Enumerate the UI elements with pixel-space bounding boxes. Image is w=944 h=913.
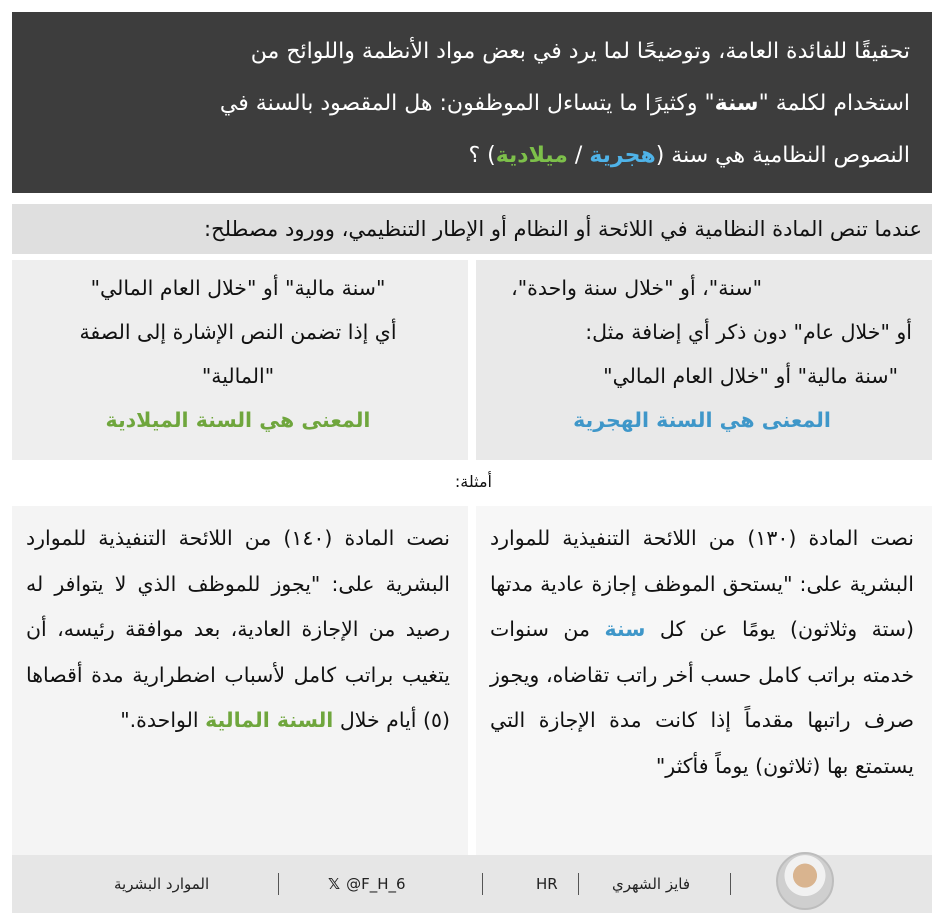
header-hijri-word: هجرية <box>589 143 656 168</box>
author-role-text: HR <box>536 875 558 893</box>
author-name-text: فايز الشهري <box>612 875 691 893</box>
gregorian-case-line-3: "المالية" <box>201 364 275 388</box>
header-line-3 <box>34 130 910 182</box>
example-gregorian-text-end: الواحدة." <box>120 708 206 732</box>
footer-divider-4 <box>278 873 279 895</box>
definition-text: عندما تنص المادة النظامية في اللائحة أو النظام أو الإطار التنظيمي، وورود مصطلح: <box>204 217 922 241</box>
author-avatar <box>776 852 834 910</box>
examples-label-text: أمثلة: <box>454 472 492 491</box>
gregorian-meaning: المعنى هي السنة الميلادية <box>105 408 371 432</box>
example-hijri-text-start: نصت المادة (١٣٠) من اللائحة التنفيذية للموارد البشرية على: "يستحق الموظف إجازة عادية مدتها (ستة وثلاثون) يومًا عن كل <box>490 526 914 641</box>
cases-row <box>12 260 932 460</box>
definition-banner <box>12 204 932 254</box>
x-logo-icon: 𝕏 <box>328 875 341 893</box>
gregorian-case-cell <box>12 260 468 460</box>
hijri-case-line-2: أو "خلال عام" دون ذكر أي إضافة مثل: <box>585 320 912 344</box>
infographic <box>12 12 932 913</box>
gregorian-case-line-1: "سنة مالية" أو "خلال العام المالي" <box>90 276 386 300</box>
header-line-2-start: استخدام لكلمة " <box>758 91 910 116</box>
header-gregorian-word: ميلادية <box>495 143 568 168</box>
author-name <box>612 873 690 895</box>
example-hijri-text-end: من سنوات خدمته براتب كامل حسب أخر راتب تقاضاه، ويجوز صرف راتبها مقدماً إذا كانت مدة الإجازة التي يستمتع بها (ثلاثون) يوماً فأكثر" <box>490 617 914 778</box>
header-keyword-year: سنة <box>714 91 759 116</box>
header-line-1-text: تحقيقًا للفائدة العامة، وتوضيحًا لما يرد في بعض مواد الأنظمة واللوائح من <box>250 39 910 64</box>
hijri-meaning: المعنى هي السنة الهجرية <box>573 408 831 432</box>
footer-bar <box>12 855 932 913</box>
header-separator: / <box>567 143 590 168</box>
author-handle-text: @F_H_6 <box>346 875 406 893</box>
gregorian-case-line-2: أي إذا تضمن النص الإشارة إلى الصفة <box>79 320 397 344</box>
hijri-case-cell <box>476 260 932 460</box>
hijri-case-line-3: "سنة مالية" أو "خلال العام المالي" <box>603 364 898 388</box>
department-label <box>114 873 209 895</box>
author-handle[interactable] <box>328 873 406 895</box>
header-line-1 <box>34 26 910 78</box>
header-line-2 <box>34 78 910 130</box>
footer-divider-1 <box>730 873 731 895</box>
examples-row <box>12 506 932 856</box>
example-hijri-keyword: سنة <box>604 617 646 641</box>
header-line-3-end: ) ؟ <box>468 143 496 168</box>
example-gregorian-keyword: السنة المالية <box>205 708 334 732</box>
header-line-3-start: النصوص النظامية هي سنة ( <box>655 143 910 168</box>
header-question <box>12 12 932 193</box>
example-gregorian-cell <box>12 506 468 856</box>
author-role <box>536 873 558 895</box>
footer-divider-3 <box>482 873 483 895</box>
example-gregorian-text-start: نصت المادة (١٤٠) من اللائحة التنفيذية للموارد البشرية على: "يجوز للموظف الذي لا يتوافر له رصيد من الإجازة العادية، بعد موافقة رئيسه، أن يتغيب براتب كامل لأسباب اضطرارية مدة أقصاها (٥) أيام خلال <box>26 526 450 732</box>
hijri-case-line-1: "سنة"، أو "خلال سنة واحدة"، <box>511 276 762 300</box>
examples-heading <box>12 464 932 500</box>
header-line-2-end: " وكثيرًا ما يتساءل الموظفون: هل المقصود بالسنة في <box>219 91 715 116</box>
example-hijri-cell <box>476 506 932 856</box>
department-text: الموارد البشرية <box>114 875 210 893</box>
footer-divider-2 <box>578 873 579 895</box>
